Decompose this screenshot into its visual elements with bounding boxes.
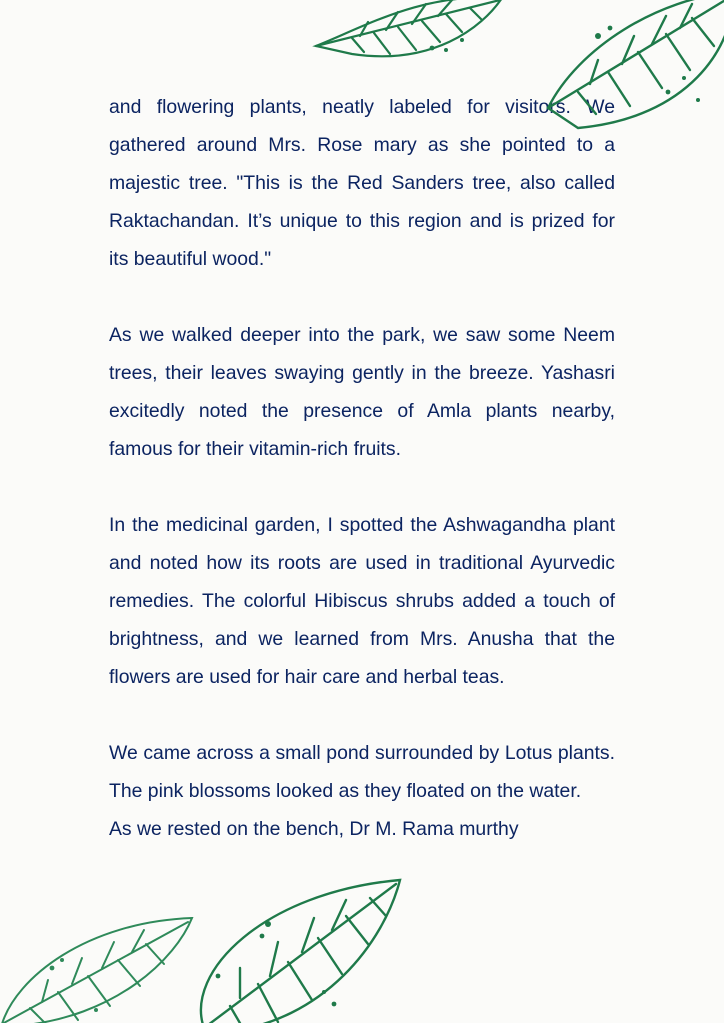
leaf-icon bbox=[174, 872, 404, 1023]
paragraph: In the medicinal garden, I spotted the Ashwagandha plant and noted how its roots are used in traditional Ayurvedic remedies. The colorful Hibiscus shrubs added a touch of brightness, and we learned from Mrs. Anusha that the flowers are used for hair care and herbal teas. bbox=[109, 514, 615, 688]
document-body bbox=[109, 88, 615, 848]
leaf-icon bbox=[312, 0, 512, 78]
paragraph: and flowering plants, neatly labeled for visitors. We gathered around Mrs. Rose mary as she pointed to a majestic tree. "This is the Red Sanders tree, also called Raktachandan. It’s unique to this region and is prized for its beautiful wood." bbox=[109, 96, 615, 270]
leaf-icon bbox=[0, 898, 196, 1023]
paragraph: We came across a small pond surrounded by Lotus plants. The pink blossoms looked as they floated on the water. bbox=[109, 742, 615, 802]
paragraph: As we rested on the bench, Dr M. Rama murthy bbox=[109, 818, 519, 840]
paragraph: As we walked deeper into the park, we saw some Neem trees, their leaves swaying gently in the breeze. Yashasri excitedly noted the presence of Amla plants nearby, famous for their vitamin-rich fruits. bbox=[109, 324, 615, 460]
